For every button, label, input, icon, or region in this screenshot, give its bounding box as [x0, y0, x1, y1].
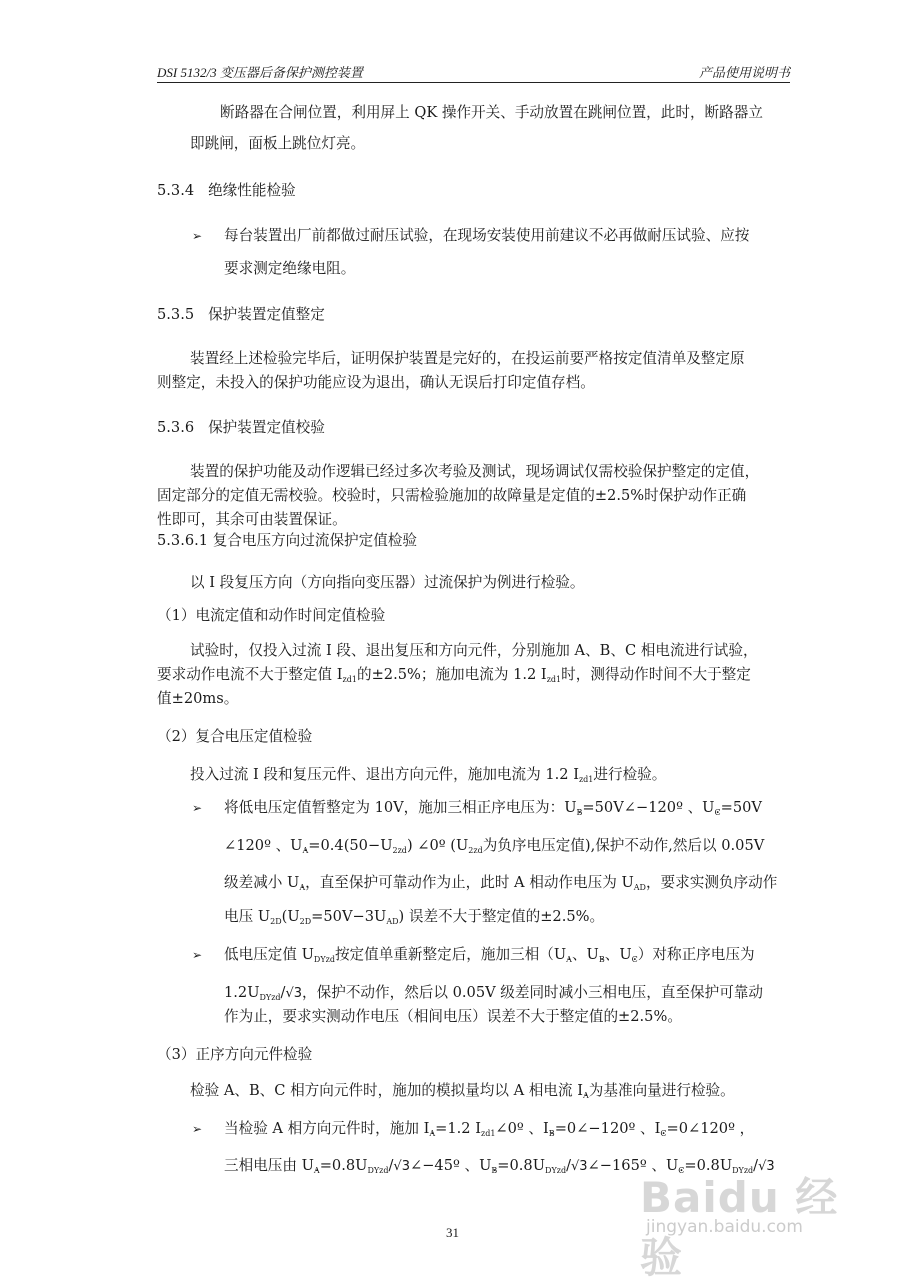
bullet-line: ∠120º 、$U_A=0.4(50-U_{2zd})$ ∠0º ($U_{2zd}$为负序电压定值),保护不动作,然后以 0.05V	[224, 837, 765, 855]
paragraph-line: 试验时，仅投入过流 I 段、退出复压和方向元件，分别施加 A、B、C 相电流进行试验，	[190, 642, 758, 659]
bullet-line: 当检验 A 相方向元件时，施加 $I_A=1.2$ $I_{zd1}\angle 0º$ 、$I_B=0\angle-120º$ 、$I_C=0\angle 120º$ ，	[224, 1120, 755, 1138]
bullet-line: 要求测定绝缘电阻。	[224, 260, 356, 277]
item-heading: （2）复合电压定值检验	[157, 728, 313, 745]
section-number: 5.3.5	[157, 306, 195, 323]
watermark-logo-text: Baidu 经验	[640, 1173, 839, 1282]
page-header	[157, 62, 790, 83]
paragraph-line: 固定部分的定值无需校验。校验时，只需检验施加的故障量是定值的±2.5%时保护动作正确	[157, 487, 747, 504]
bullet-arrow-icon: ➢	[192, 229, 203, 243]
paragraph-line: 以 I 段复压方向（方向指向变压器）过流保护为例进行检验。	[190, 574, 585, 591]
section-heading	[157, 305, 325, 325]
section-heading	[157, 181, 296, 201]
sqrt3-symbol: √3	[285, 986, 303, 1001]
item-heading: （3）正序方向元件检验	[157, 1046, 313, 1063]
paragraph-line: 装置的保护功能及动作逻辑已经过多次考验及测试，现场调试仅需校验保护整定的定值，	[190, 463, 760, 480]
page-number: 31	[446, 1225, 459, 1240]
subsection-heading: 5.3.6.1 复合电压方向过流保护定值检验	[157, 532, 418, 549]
section-heading	[157, 418, 325, 438]
item-heading: （1）电流定值和动作时间定值检验	[157, 607, 386, 624]
paragraph-line: 装置经上述检验完毕后，证明保护装置是完好的，在投运前要严格按定值清单及整定原	[190, 350, 745, 367]
bullet-line: 作为止，要求实测动作电压（相间电压）误差不大于整定值的±2.5%。	[224, 1008, 682, 1025]
section-number: 5.3.4	[157, 182, 195, 199]
bullet-line: $1.2U_{DYzd}/√3$，保护不动作，然后以 0.05V 级差同时减小三相电压，直至保护可靠动	[224, 984, 763, 1002]
section-title: 保护装置定值校验	[208, 419, 325, 436]
paragraph-line: 值±20ms。	[157, 690, 239, 707]
bullet-line: 将低电压定值暂整定为 10V，施加三相正序电压为：$U_B=50V\angle-120º$ 、$U_C=50V$	[224, 799, 762, 817]
paragraph-line: 投入过流 I 段和复压元件、退出方向元件，施加电流为 1.2 $I_{zd1}$进行检验。	[190, 766, 667, 784]
bullet-line: 低电压定值 $U_{DYzd}$按定值单重新整定后，施加三相（$U_A$、$U_B$、$U_C$）对称正序电压为	[224, 946, 755, 964]
bullet-arrow-icon: ➢	[192, 1122, 203, 1136]
header-doc-title: DSI 5132/3 变压器后备保护测控装置	[157, 65, 363, 80]
bullet-arrow-icon: ➢	[192, 948, 203, 962]
section-number: 5.3.6	[157, 419, 195, 436]
bullet-line: 三相电压由 $U_A=0.8U_{DYzd}/√3\angle-45º$ 、$U_B=0.8U_{DYzd}/√3\angle-165º$ 、$U_C=0.8U_{DYzd}/√3$	[224, 1157, 775, 1175]
paragraph-line: 要求动作电流不大于整定值 $I_{zd1}$的±2.5%；施加电流为 1.2 $I_{zd1}$时，测得动作时间不大于整定	[157, 666, 751, 684]
paragraph-line: 即跳闸，面板上跳位灯亮。	[190, 135, 366, 152]
bullet-line: 级差减小 $U_A$，直至保护可靠动作为止，此时 A 相动作电压为 $U_{AD}$，要求实测负序动作	[224, 874, 778, 892]
bullet-arrow-icon: ➢	[192, 801, 203, 815]
paragraph-line: 性即可，其余可由装置保证。	[157, 511, 347, 528]
paragraph-line: 断路器在合闸位置，利用屏上 QK 操作开关、手动放置在跳闸位置，此时，断路器立	[220, 104, 763, 121]
header-doc-type: 产品使用说明书	[698, 65, 790, 80]
watermark-url: jingyan.baidu.com	[646, 1217, 803, 1237]
bullet-line: 每台装置出厂前都做过耐压试验，在现场安装使用前建议不必再做耐压试验、应按	[224, 227, 750, 244]
paragraph-line: 检验 A、B、C 相方向元件时，施加的模拟量均以 A 相电流 $I_A$为基准向量进行检验。	[190, 1082, 735, 1100]
bullet-line: 电压 $U_{2D}(U_{2D}=50V-3U_{AD})$ 误差不大于整定值的±2.5%。	[224, 908, 605, 926]
baidu-watermark-logo	[640, 1165, 870, 1282]
section-title: 保护装置定值整定	[208, 306, 325, 323]
section-title: 绝缘性能检验	[208, 182, 296, 199]
paragraph-line: 则整定，未投入的保护功能应设为退出，确认无误后打印定值存档。	[157, 374, 595, 391]
